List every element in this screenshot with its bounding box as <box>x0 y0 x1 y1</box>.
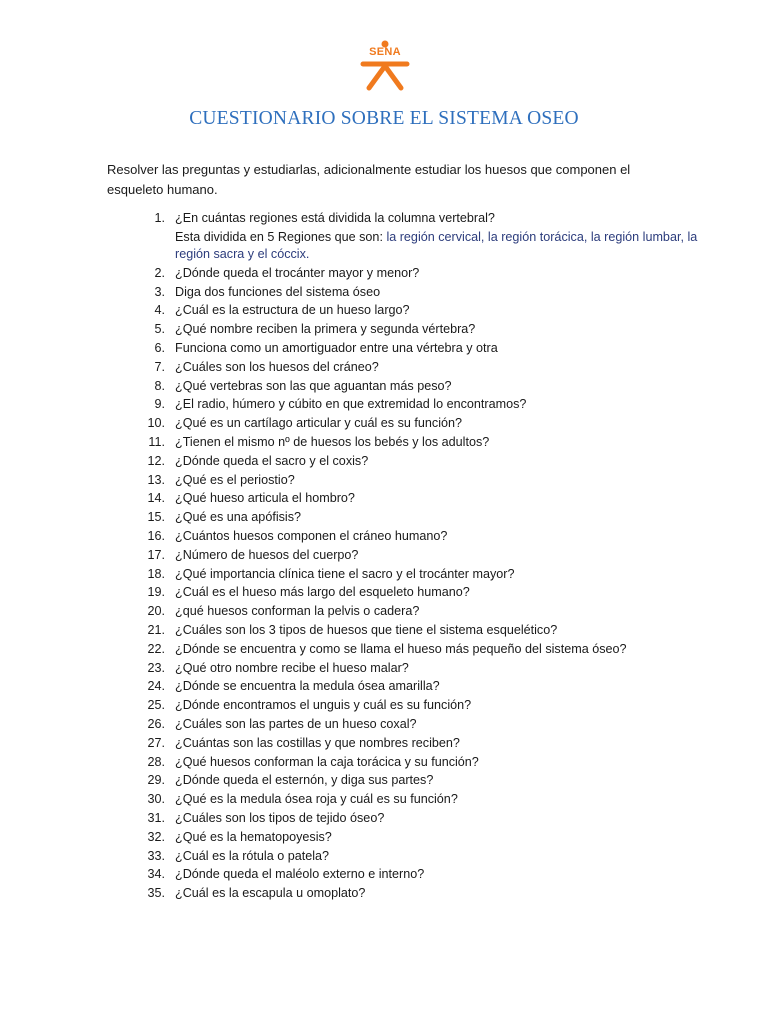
question-text: ¿Qué es el periostio? <box>175 472 295 487</box>
question-item <box>0 565 715 584</box>
question-number: 10. <box>147 416 165 431</box>
question-text: Funciona como un amortiguador entre una vértebra y otra <box>175 340 498 355</box>
question-number: 4. <box>154 303 165 318</box>
question-text: ¿Dónde encontramos el unguis y cuál es su función? <box>175 698 472 713</box>
question-text: Diga dos funciones del sistema óseo <box>175 284 381 299</box>
question-item <box>0 414 715 433</box>
question-text: ¿El radio, húmero y cúbito en que extremidad lo encontramos? <box>175 397 527 412</box>
question-item <box>0 602 715 621</box>
question-item <box>0 790 715 809</box>
question-text: ¿Qué es la medula ósea roja y cuál es su función? <box>175 792 458 807</box>
question-number: 12. <box>147 453 165 468</box>
question-item <box>0 264 715 283</box>
question-item <box>0 301 715 320</box>
question-text: ¿Dónde queda el maléolo externo e interno? <box>175 867 425 882</box>
question-number: 7. <box>154 359 165 374</box>
question-item <box>0 828 715 847</box>
question-item <box>0 715 715 734</box>
question-item <box>0 583 715 602</box>
question-text: ¿En cuántas regiones está dividida la columna vertebral? <box>175 211 495 225</box>
question-item <box>0 377 715 396</box>
question-number: 34. <box>147 867 165 882</box>
question-text: ¿Cuáles son las partes de un hueso coxal? <box>175 716 417 731</box>
sena-logo <box>355 40 415 92</box>
question-item <box>0 452 715 471</box>
question-number: 19. <box>147 585 165 600</box>
question-number: 32. <box>147 829 165 844</box>
question-text: ¿Qué huesos conforman la caja torácica y su función? <box>175 754 479 769</box>
question-number: 8. <box>154 378 165 393</box>
question-number: 18. <box>147 566 165 581</box>
question-item <box>0 433 715 452</box>
question-text: ¿Qué es una apófisis? <box>175 510 302 525</box>
question-item <box>0 771 715 790</box>
answer-text <box>175 228 715 264</box>
question-text: ¿Qué nombre reciben la primera y segunda vértebra? <box>175 322 476 337</box>
question-text: ¿Dónde queda el sacro y el coxis? <box>175 453 369 468</box>
question-text: ¿Qué vertebras son las que aguantan más peso? <box>175 378 452 393</box>
question-text: ¿Cuál es la rótula o patela? <box>175 848 330 863</box>
question-item <box>0 471 715 490</box>
question-number: 9. <box>154 397 165 412</box>
question-item <box>0 696 715 715</box>
question-number: 1. <box>154 211 165 225</box>
question-number: 29. <box>147 773 165 788</box>
answer-prefix: Esta dividida en 5 Regiones que son: <box>175 229 387 244</box>
question-item <box>0 546 715 565</box>
question-number: 27. <box>147 735 165 750</box>
question-number: 11. <box>148 434 165 449</box>
question-text: ¿Dónde queda el esternón, y diga sus partes? <box>175 773 434 788</box>
question-item <box>0 640 715 659</box>
question-text: ¿Cuáles son los tipos de tejido óseo? <box>175 810 385 825</box>
answer-highlight: la región cervical, la región torácica, la región lumbar, la región sacra y el cóccix. <box>175 229 698 261</box>
question-text: ¿Cuál es el hueso más largo del esqueleto humano? <box>175 585 470 600</box>
sena-logo-icon <box>355 40 415 92</box>
question-text: ¿Qué hueso articula el hombro? <box>175 491 355 506</box>
question-text: ¿Dónde se encuentra y como se llama el hueso más pequeño del sistema óseo? <box>175 641 627 656</box>
question-number: 15. <box>147 510 165 525</box>
question-number: 26. <box>147 716 165 731</box>
question-text: ¿Qué importancia clínica tiene el sacro y el trocánter mayor? <box>175 566 515 581</box>
question-number: 6. <box>154 340 165 355</box>
question-text: ¿Qué otro nombre recibe el hueso malar? <box>175 660 409 675</box>
question-number: 33. <box>147 848 165 863</box>
question-number: 35. <box>147 886 165 901</box>
question-text: ¿Cuál es la estructura de un hueso largo? <box>175 303 410 318</box>
question-item <box>0 659 715 678</box>
question-number: 5. <box>154 322 165 337</box>
question-item <box>0 865 715 884</box>
question-item <box>0 209 715 264</box>
question-number: 14. <box>147 491 165 506</box>
question-list <box>0 209 768 903</box>
question-text: ¿Cuáles son los huesos del cráneo? <box>175 359 379 374</box>
question-text: ¿Cuántas son las costillas y que nombres reciben? <box>175 735 460 750</box>
question-text: ¿Número de huesos del cuerpo? <box>175 547 359 562</box>
question-text: ¿Cuál es la escapula u omoplato? <box>175 886 366 901</box>
question-number: 17. <box>147 547 165 562</box>
question-text: ¿Dónde se encuentra la medula ósea amarilla? <box>175 679 440 694</box>
question-number: 25. <box>147 698 165 713</box>
question-item <box>0 320 715 339</box>
question-item <box>0 677 715 696</box>
question-number: 23. <box>147 660 165 675</box>
question-item <box>0 621 715 640</box>
question-text: ¿Cuántos huesos componen el cráneo humano? <box>175 528 448 543</box>
question-item <box>0 508 715 527</box>
question-number: 21. <box>147 622 165 637</box>
question-item <box>0 884 715 903</box>
sena-logo-text: SENA <box>369 46 401 58</box>
question-item <box>0 527 715 546</box>
question-item <box>0 734 715 753</box>
question-number: 28. <box>147 754 165 769</box>
intro-paragraph: Resolver las preguntas y estudiarlas, adicionalmente estudiar los huesos que componen el esqueleto humano. <box>107 162 631 197</box>
question-number: 3. <box>154 284 165 299</box>
question-text: ¿Cuáles son los 3 tipos de huesos que tiene el sistema esquelético? <box>175 622 558 637</box>
question-number: 2. <box>154 265 165 280</box>
question-text: ¿qué huesos conforman la pelvis o cadera? <box>175 604 420 619</box>
page-title: CUESTIONARIO SOBRE EL SISTEMA OSEO <box>189 108 579 129</box>
question-item <box>0 358 715 377</box>
question-number: 24. <box>147 679 165 694</box>
question-item <box>0 847 715 866</box>
question-number: 16. <box>147 528 165 543</box>
question-item <box>0 753 715 772</box>
question-item <box>0 395 715 414</box>
question-number: 13. <box>147 472 165 487</box>
question-number: 31. <box>147 810 165 825</box>
question-number: 30. <box>147 792 165 807</box>
question-text: ¿Qué es un cartílago articular y cuál es su función? <box>175 416 463 431</box>
question-item <box>0 339 715 358</box>
question-item <box>0 489 715 508</box>
question-text: ¿Tienen el mismo nº de huesos los bebés y los adultos? <box>175 434 490 449</box>
question-item <box>0 283 715 302</box>
question-text: ¿Qué es la hematopoyesis? <box>175 829 332 844</box>
question-number: 22. <box>147 641 165 656</box>
question-number: 20. <box>147 604 165 619</box>
question-item <box>0 809 715 828</box>
question-text: ¿Dónde queda el trocánter mayor y menor? <box>175 265 420 280</box>
